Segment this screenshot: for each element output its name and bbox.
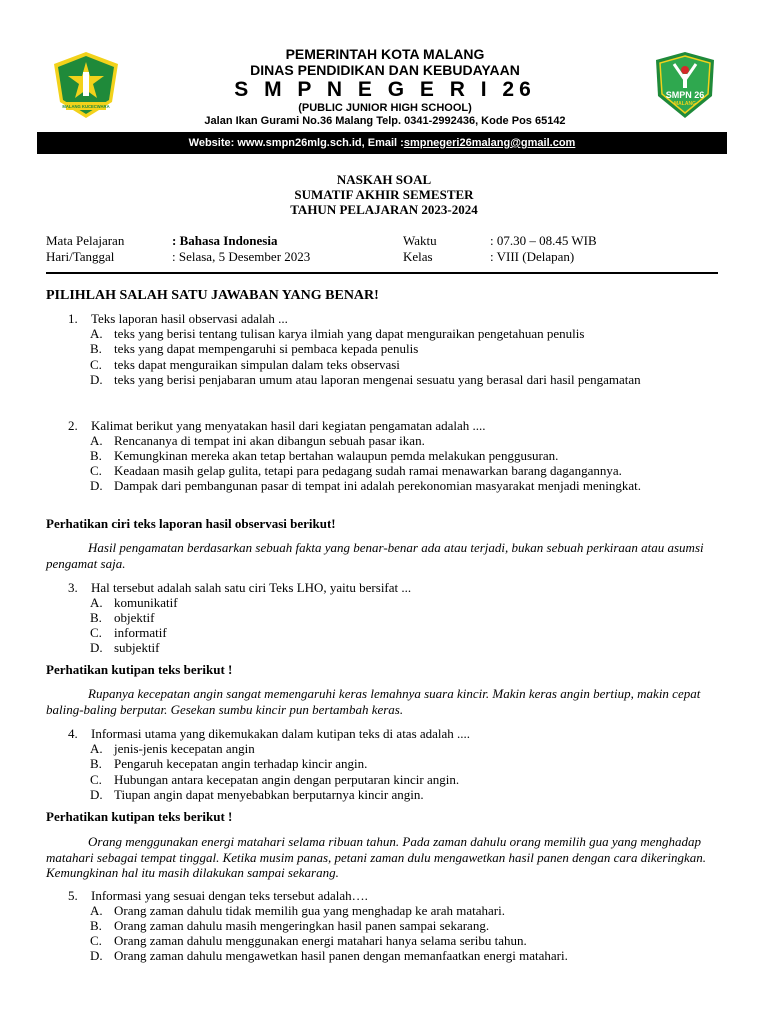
subject-value: : Bahasa Indonesia — [172, 233, 278, 248]
question-text: Kalimat berikut yang menyatakan hasil dari kegiatan pengamatan adalah .... — [91, 418, 486, 433]
date-label: Hari/Tanggal — [46, 249, 115, 264]
title-line-3: TAHUN PELAJARAN 2023-2024 — [290, 202, 478, 217]
option-letter: D. — [90, 948, 103, 963]
option-text: Kemungkinan mereka akan tetap bertahan walaupun pemda melakukan penggusuran. — [114, 448, 559, 463]
question-text: Hal tersebut adalah salah satu ciri Teks LHO, yaitu bersifat ... — [91, 580, 412, 595]
option-letter: A. — [90, 433, 103, 448]
option-text: Orang zaman dahulu mengawetkan hasil panen dengan memanfaatkan energi matahari. — [114, 948, 568, 963]
option — [90, 463, 720, 478]
option-letter: D. — [90, 640, 103, 655]
school-address: Jalan Ikan Gurami No.36 Malang Telp. 0341-2992436, Kode Pos 65142 — [204, 115, 566, 127]
option-letter: D. — [90, 478, 103, 493]
website-bar — [37, 132, 727, 154]
malang-city-logo-icon — [52, 50, 120, 120]
divider — [46, 272, 718, 274]
option — [90, 787, 720, 802]
option — [90, 625, 720, 640]
question-text: Informasi utama yang dikemukakan dalam kutipan teks di atas adalah .... — [91, 726, 471, 741]
option — [90, 610, 720, 625]
option-text: subjektif — [114, 640, 160, 655]
school-name: S M P N E G E R I 26 — [234, 78, 536, 101]
option — [90, 933, 720, 948]
option-text: Pengaruh kecepatan angin terhadap kincir angin. — [114, 756, 368, 771]
option-text: Orang zaman dahulu masih mengeringkan hasil panen sampai sekarang. — [114, 918, 490, 933]
option-letter: B. — [90, 341, 102, 356]
option-text: Orang zaman dahulu menggunakan energi matahari hanya selama seribu tahun. — [114, 933, 527, 948]
class-value: : VIII (Delapan) — [490, 249, 575, 264]
option-text: teks yang dapat mempengaruhi si pembaca kepada penulis — [114, 341, 419, 356]
passage: Orang menggunakan energi matahari selama ribuan tahun. Pada zaman dahulu orang memilih gua yang menghadap matahari sebagai tempat tinggal. Ketika musim panas, petani zaman dulu mengawetkan hasil panen dengan cara dikeringkan. Kemungkinan hal itu masih dilakukan sampai sekarang. — [46, 834, 707, 880]
option-letter: A. — [90, 741, 103, 756]
option-letter: B. — [90, 756, 102, 771]
option-text: Keadaan masih gelap gulita, tetapi para pedagang sudah ramai menawarkan barang dagangannya. — [114, 463, 622, 478]
option-letter: A. — [90, 326, 103, 341]
class-label: Kelas — [403, 249, 433, 264]
email-link[interactable]: smpnegeri26malang@gmail.com — [403, 137, 576, 149]
option — [90, 948, 720, 963]
section-heading: Perhatikan ciri teks laporan hasil observasi berikut! — [46, 516, 336, 531]
left-logo-text: MALANG KUCECWARA — [62, 104, 110, 109]
instruction: PILIHLAH SALAH SATU JAWABAN YANG BENAR! — [46, 288, 379, 303]
question-number: 4. — [68, 726, 78, 741]
letterhead-text — [130, 46, 640, 128]
option — [90, 918, 720, 933]
website-text: Website: www.smpn26mlg.sch.id, Email : — [188, 137, 404, 149]
option-letter: C. — [90, 772, 102, 787]
option-letter: B. — [90, 918, 102, 933]
option-text: Orang zaman dahulu tidak memilih gua yang menghadap ke arah matahari. — [114, 903, 505, 918]
title-line-2: SUMATIF AKHIR SEMESTER — [294, 187, 474, 202]
option-text: teks dapat menguraikan simpulan dalam teks observasi — [114, 357, 400, 372]
option — [90, 357, 720, 372]
option-letter: A. — [90, 903, 103, 918]
option-letter: C. — [90, 357, 102, 372]
option-text: Dampak dari pembangunan pasar di tempat ini adalah perekonomian masyarakat menjadi meningkat. — [114, 478, 642, 493]
option — [90, 640, 720, 655]
question-number: 5. — [68, 888, 78, 903]
gov-line: PEMERINTAH KOTA MALANG — [285, 46, 485, 62]
option-text: teks yang berisi penjabaran umum atau laporan mengenai sesuatu yang berasal dari hasil pengamatan — [114, 372, 641, 387]
option-text: teks yang berisi tentang tulisan karya ilmiah yang dapat menguraikan pengetahuan penulis — [114, 326, 585, 341]
letterhead — [0, 40, 768, 130]
option-text: Rencananya di tempat ini akan dibangun sebuah pasar ikan. — [114, 433, 425, 448]
option — [90, 772, 720, 787]
option-letter: C. — [90, 625, 102, 640]
option-text: objektif — [114, 610, 155, 625]
time-value: : 07.30 – 08.45 WIB — [490, 233, 597, 248]
section-heading: Perhatikan kutipan teks berikut ! — [46, 809, 233, 824]
option — [90, 341, 720, 356]
passage: Rupanya kecepatan angin sangat memengaruhi keras lemahnya suara kincir. Makin keras angin bertiup, makin cepat baling-baling berputar. Gesekan sumbu kincir pun bertambah keras. — [46, 686, 701, 717]
option-letter: A. — [90, 595, 103, 610]
question-text: Teks laporan hasil observasi adalah ... — [91, 311, 288, 326]
question-text: Informasi yang sesuai dengan teks tersebut adalah…. — [91, 888, 368, 903]
option — [90, 448, 720, 463]
option-letter: C. — [90, 933, 102, 948]
school-subtitle: (PUBLIC JUNIOR HIGH SCHOOL) — [298, 102, 472, 114]
right-logo-text: SMPN 26 — [665, 90, 705, 100]
dept-line: DINAS PENDIDIKAN DAN KEBUDAYAAN — [250, 62, 520, 78]
option-text: komunikatif — [114, 595, 178, 610]
title-line-1: NASKAH SOAL — [336, 172, 432, 187]
question-number: 3. — [68, 580, 78, 595]
option-letter: D. — [90, 787, 103, 802]
option-letter: B. — [90, 610, 102, 625]
option — [90, 903, 720, 918]
option — [90, 372, 720, 387]
section-heading: Perhatikan kutipan teks berikut ! — [46, 662, 233, 677]
question-number: 2. — [68, 418, 78, 433]
option — [90, 326, 720, 341]
option-text: Hubungan antara kecepatan angin dengan perputaran kincir angin. — [114, 772, 460, 787]
option-letter: D. — [90, 372, 103, 387]
right-logo-subtext: MALANG — [674, 101, 696, 107]
option-text: Tiupan angin dapat menyebabkan berputarnya kincir angin. — [114, 787, 424, 802]
time-label: Waktu — [403, 233, 437, 248]
option-letter: B. — [90, 448, 102, 463]
option — [90, 741, 720, 756]
option-text: informatif — [114, 625, 167, 640]
question-number: 1. — [68, 311, 78, 326]
document-title — [0, 172, 768, 217]
subject-label: Mata Pelajaran — [46, 233, 125, 248]
option — [90, 433, 720, 448]
option-letter: C. — [90, 463, 102, 478]
option — [90, 595, 720, 610]
option — [90, 756, 720, 771]
passage: Hasil pengamatan berdasarkan sebuah fakta yang benar-benar ada atau terjadi, bukan sebuah perkiraan atau asumsi pengamat saja. — [46, 540, 704, 571]
date-value: : Selasa, 5 Desember 2023 — [172, 249, 311, 264]
school-logo-icon — [654, 50, 716, 120]
option-text: jenis-jenis kecepatan angin — [114, 741, 255, 756]
option — [90, 478, 720, 493]
